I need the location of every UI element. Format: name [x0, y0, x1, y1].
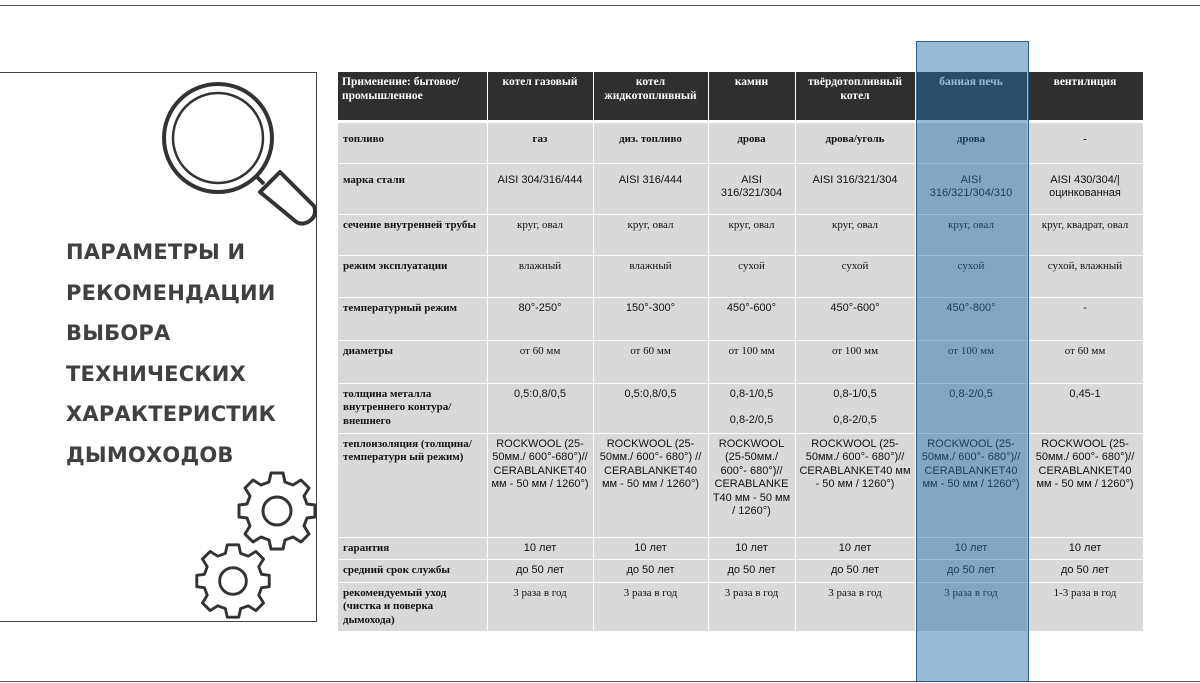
- table-cell: сухой: [708, 255, 795, 297]
- table-cell: 450°-600°: [708, 297, 795, 340]
- table-row: [338, 255, 1143, 297]
- page-title: [66, 232, 306, 475]
- table-cell: влажный: [593, 255, 708, 297]
- header-cell: котел жидкотопливный: [593, 72, 708, 120]
- table-cell: от 100 мм: [915, 340, 1027, 383]
- row-label: топливо: [338, 123, 487, 163]
- table-cell: 3 раза в год: [487, 582, 593, 632]
- table-cell: от 60 мм: [1027, 340, 1143, 383]
- table-cell: до 50 лет: [915, 560, 1027, 583]
- row-label: рекомендуемый уход (чистка и поверка дымохода): [338, 582, 487, 632]
- table-row: [338, 560, 1143, 583]
- table-row: [338, 582, 1143, 632]
- title-line: ДЫМОХОДОВ: [66, 442, 234, 467]
- table-cell: 10 лет: [708, 537, 795, 560]
- parameters-table-wrap: [338, 72, 1143, 626]
- table-cell: сухой: [915, 255, 1027, 297]
- table-cell: 0,5:0,8/0,5: [593, 383, 708, 433]
- table-cell: до 50 лет: [487, 560, 593, 583]
- title-line: ТЕХНИЧЕСКИХ: [66, 361, 246, 386]
- table-cell: [708, 383, 795, 433]
- table-cell: AISI 430/304/| оцинкованная: [1027, 163, 1143, 214]
- table-cell: 10 лет: [487, 537, 593, 560]
- row-label: толщина металла внутреннего контура/внешнего: [338, 383, 487, 433]
- table-row: [338, 163, 1143, 214]
- header-cell: баниая печь: [915, 72, 1027, 120]
- table-cell: до 50 лет: [593, 560, 708, 583]
- table-cell: 3 раза в год: [795, 582, 915, 632]
- table-cell: от 60 мм: [593, 340, 708, 383]
- table-row: [338, 123, 1143, 163]
- table-cell: круг, овал: [487, 214, 593, 255]
- table-cell: ROCKWOOL (25-50мм./ 600°- 680°) // CERABLANKET40 мм - 50 мм / 1260°): [593, 433, 708, 537]
- row-label: сечение внутренней трубы: [338, 214, 487, 255]
- table-cell: AISI 316/321/304/310: [915, 163, 1027, 214]
- table-cell: 0,8-2/0,5: [915, 383, 1027, 433]
- row-label: теплоизоляция (толщина/температурн ый режим): [338, 433, 487, 537]
- table-cell: ROCKWOOL (25-50мм./ 600°- 680°)// CERABLANKET40 мм - 50 мм / 1260°): [915, 433, 1027, 537]
- table-cell: 10 лет: [915, 537, 1027, 560]
- table-row: [338, 383, 1143, 433]
- table-row: [338, 433, 1143, 537]
- table-cell: дрова: [708, 123, 795, 163]
- table-cell: 10 лет: [1027, 537, 1143, 560]
- header-cell: Применение: бытовое/ промышленное: [338, 72, 487, 120]
- table-cell: 10 лет: [593, 537, 708, 560]
- header-row: [338, 72, 1143, 120]
- row-label: диаметры: [338, 340, 487, 383]
- table-cell: до 50 лет: [795, 560, 915, 583]
- table-row: [338, 537, 1143, 560]
- table-cell: ROCKWOOL (25-50мм./ 600°-680°)// CERABLANKET40 мм - 50 мм / 1260°): [487, 433, 593, 537]
- magnifier-icon: [156, 80, 321, 235]
- table-cell: от 60 мм: [487, 340, 593, 383]
- table-cell: дрова/уголь: [795, 123, 915, 163]
- table-cell: от 100 мм: [795, 340, 915, 383]
- table-row: [338, 214, 1143, 255]
- header-cell: вентилиция: [1027, 72, 1143, 120]
- table-cell: AISI 316/321/304: [795, 163, 915, 214]
- bottom-rule: [0, 681, 1200, 682]
- table-cell: сухой: [795, 255, 915, 297]
- cell-line: 0,8-1/0,5: [729, 387, 774, 400]
- table-cell: AISI 316/444: [593, 163, 708, 214]
- header-cell: твёрдотопливный котел: [795, 72, 915, 120]
- table-cell: влажный: [487, 255, 593, 297]
- table-cell: 0,5:0,8/0,5: [487, 383, 593, 433]
- row-label: гарантия: [338, 537, 487, 560]
- header-cell: котел газовый: [487, 72, 593, 120]
- table-cell: круг, овал: [593, 214, 708, 255]
- row-label: марка стали: [338, 163, 487, 214]
- table-cell: 1-3 раза в год: [1027, 582, 1143, 632]
- table-cell: диз. топливо: [593, 123, 708, 163]
- gear-icon-small: [192, 540, 274, 622]
- table-cell: AISI 316/321/304: [708, 163, 795, 214]
- table-cell: газ: [487, 123, 593, 163]
- title-line: ХАРАКТЕРИСТИК: [66, 402, 276, 426]
- row-label: режим эксплуатации: [338, 255, 487, 297]
- table-cell: 450°-600°: [795, 297, 915, 340]
- table-cell: 3 раза в год: [708, 582, 795, 632]
- table-cell: -: [1027, 297, 1143, 340]
- title-line: РЕКОМЕНДАЦИИ: [66, 280, 276, 305]
- table-cell: 450°-800°: [915, 297, 1027, 340]
- table-cell: 150°-300°: [593, 297, 708, 340]
- table-cell: -: [1027, 123, 1143, 163]
- table-cell: до 50 лет: [1027, 560, 1143, 583]
- table-cell: AISI 304/316/444: [487, 163, 593, 214]
- table-cell: 80°-250°: [487, 297, 593, 340]
- table-cell: ROCKWOOL (25-50мм./ 600°- 680°)// CERABLANKET40 мм - 50 мм / 1260°): [795, 433, 915, 537]
- table-cell: 3 раза в год: [593, 582, 708, 632]
- table-cell: круг, овал: [795, 214, 915, 255]
- header-cell: камин: [708, 72, 795, 120]
- table-row: [338, 297, 1143, 340]
- table-cell: 10 лет: [795, 537, 915, 560]
- table-cell: 0,45-1: [1027, 383, 1143, 433]
- title-line: ПАРАМЕТРЫ И: [66, 240, 246, 264]
- cell-line: 0,8-2/0,5: [729, 414, 774, 426]
- table-cell: 3 раза в год: [915, 582, 1027, 632]
- top-rule: [0, 5, 1200, 6]
- table-cell: [795, 383, 915, 433]
- row-label: средний срок службы: [338, 560, 487, 583]
- table-cell: круг, овал: [915, 214, 1027, 255]
- table-cell: до 50 лет: [708, 560, 795, 583]
- cell-line: 0,8-2/0,5: [833, 414, 877, 426]
- table-cell: круг, квадрат, овал: [1027, 214, 1143, 255]
- table-row: [338, 340, 1143, 383]
- table-cell: ROCKWOOL (25-50мм./ 600°- 680°)// CERABLANKE T40 мм - 50 мм / 1260°): [708, 433, 795, 537]
- cell-line: 0,8-1/0,5: [833, 387, 877, 400]
- table-cell: дрова: [915, 123, 1027, 163]
- table-cell: ROCKWOOL (25-50мм./ 600°- 680°)// CERABLANKET40 мм - 50 мм / 1260°): [1027, 433, 1143, 537]
- table-cell: от 100 мм: [708, 340, 795, 383]
- parameters-table: [338, 72, 1144, 632]
- title-line: ВЫБОРА: [66, 321, 171, 345]
- row-label: температурный режим: [338, 297, 487, 340]
- table-cell: круг, овал: [708, 214, 795, 255]
- table-cell: сухой, влажный: [1027, 255, 1143, 297]
